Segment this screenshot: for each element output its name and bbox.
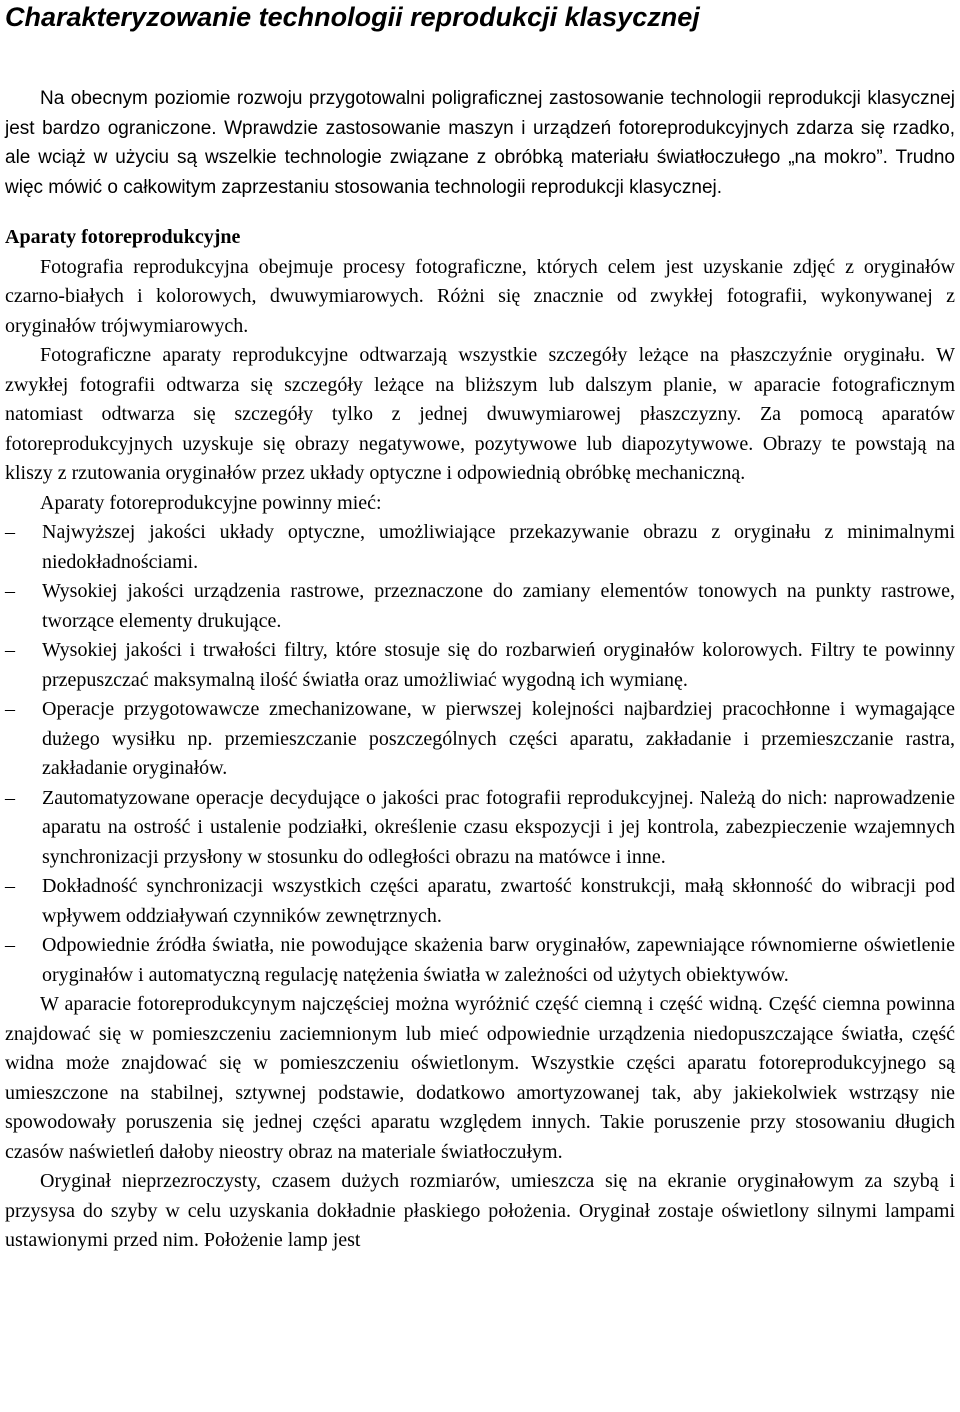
- body-paragraph: Fotografia reprodukcyjna obejmuje procesy fotograficzne, których celem jest uzyskanie zdjęć z oryginałów czarno-białych i kolorowych, dwuwymiarowych. Różni się znacznie od zwykłej fotografii, wykonywanej z oryginałów trójwymiarowych.: [5, 255, 955, 337]
- body-paragraph: W aparacie fotoreprodukcynym najczęściej można wyróżnić część ciemną i część widną. Część ciemna powinna znajdować się w pomieszczeniu zaciemnionym lub mieć odpowiednie urządzenia niedopuszczające światła, część widna może znajdować się w pomieszczeniu oświetlonym. Wszystkie części aparatu fotoreprodukcyjnego są umieszczone na stabilnej, sztywnej podstawie, dodatkowo amortyzowanej tak, aby jakiekolwiek wstrząsy nie spowodowały poruszenia się jednej części aparatu względem innych. Takie poruszenie przy stosowaniu długich czasów naświetleń dałoby nieostry obraz na materiale światłoczułym.: [5, 993, 955, 1163]
- list-item: [5, 695, 955, 784]
- list-item: [5, 931, 955, 990]
- list-item-text: Operacje przygotowawcze zmechanizowane, w pierwszej kolejności najbardziej pracochłonne i wymagające dużego wysiłku np. przemieszczanie poszczególnych części aparatu, zakładanie i przemieszczanie rastra, zakładanie oryginałów.: [42, 698, 955, 779]
- list-item: [5, 784, 955, 873]
- section-heading: Aparaty fotoreprodukcyjne: [5, 226, 241, 248]
- body-paragraph: Oryginał nieprzezroczysty, czasem dużych rozmiarów, umieszcza się na ekranie oryginałowym za szybą i przysysa do szyby w celu uzyskania dokładnie płaskiego położenia. Oryginał zostaje oświetlony silnymi lampami ustawionymi przed nim. Położenie lamp jest: [5, 1170, 955, 1251]
- dash-marker: –: [5, 639, 15, 661]
- dash-marker: –: [5, 875, 15, 897]
- body-paragraph: Aparaty fotoreprodukcyjne powinny mieć:: [40, 491, 382, 514]
- dash-marker: –: [5, 698, 15, 720]
- list-item: [5, 636, 955, 695]
- list-item: [5, 872, 955, 931]
- list-item-text: Najwyższej jakości układy optyczne, umożliwiające przekazywanie obrazu z oryginału z minimalnymi niedokładnościami.: [42, 521, 955, 573]
- requirements-list: [5, 518, 955, 990]
- dash-marker: –: [5, 580, 15, 602]
- list-item-text: Wysokiej jakości i trwałości filtry, które stosuje się do rozbarwień oryginałów kolorowych. Filtry te powinny przepuszczać maksymalną ilość światła oraz umożliwiać wygodną ich wymianę.: [42, 639, 955, 691]
- list-item: [5, 577, 955, 636]
- body-paragraph: Fotograficzne aparaty reprodukcyjne odtwarzają wszystkie szczegóły leżące na płaszczyźnie oryginału. W zwykłej fotografii odtwarza się szczegóły leżące na bliższym lub dalszym planie, w aparacie fotograficznym natomiast odtwarza się szczegóły tylko z jednej dwuwymiarowej płaszczyzny. Za pomocą aparatów fotoreprodukcyjnych uzyskuje się obrazy negatywowe, pozytywowe lub diapozytywowe. Obrazy te powstają na kliszy z rzutowania oryginałów przez układy optyczne i odpowiednią obróbkę mechaniczną.: [5, 344, 955, 484]
- intro-paragraph: Na obecnym poziomie rozwoju przygotowalni poligraficznej zastosowanie technologii reprodukcji klasycznej jest bardzo ograniczone. Wprawdzie zastosowanie maszyn i urządzeń fotoreprodukcyjnych zdarza się rzadko, ale wciąż w użyciu są wszelkie technologie związane z obróbką materiału światłoczułego „na mokro”. Trudno więc mówić o całkowitym zaprzestaniu stosowania technologii reprodukcji klasycznej.: [5, 88, 955, 198]
- list-item: [5, 518, 955, 577]
- dash-marker: –: [5, 934, 15, 956]
- list-item-text: Wysokiej jakości urządzenia rastrowe, przeznaczone do zamiany elementów tonowych na punkty rastrowe, tworzące elementy drukujące.: [42, 580, 955, 632]
- document-title: Charakteryzowanie technologii reprodukcji klasycznej: [5, 2, 700, 32]
- list-item-text: Dokładność synchronizacji wszystkich części aparatu, zwartość konstrukcji, małą skłonność do wibracji pod wpływem oddziaływań czynników zewnętrznych.: [42, 875, 955, 927]
- document-page: [5, 0, 955, 1256]
- list-item-text: Zautomatyzowane operacje decydujące o jakości prac fotografii reprodukcyjnej. Należą do nich: naprowadzenie aparatu na ostrość i ustalenie podziałki, określenie czasu ekspozycji i jej kontrola, zabezpieczenie wzajemnych synchronizacji przysłony w stosunku do odległości obrazu na matówce i inne.: [42, 786, 955, 868]
- dash-marker: –: [5, 786, 15, 809]
- list-item-text: Odpowiednie źródła światła, nie powodujące skażenia barw oryginałów, zapewniające równomierne oświetlenie oryginałów i automatyczną regulację natężenia światła w zależności od użytych obiektywów.: [42, 934, 955, 986]
- dash-marker: –: [5, 521, 15, 543]
